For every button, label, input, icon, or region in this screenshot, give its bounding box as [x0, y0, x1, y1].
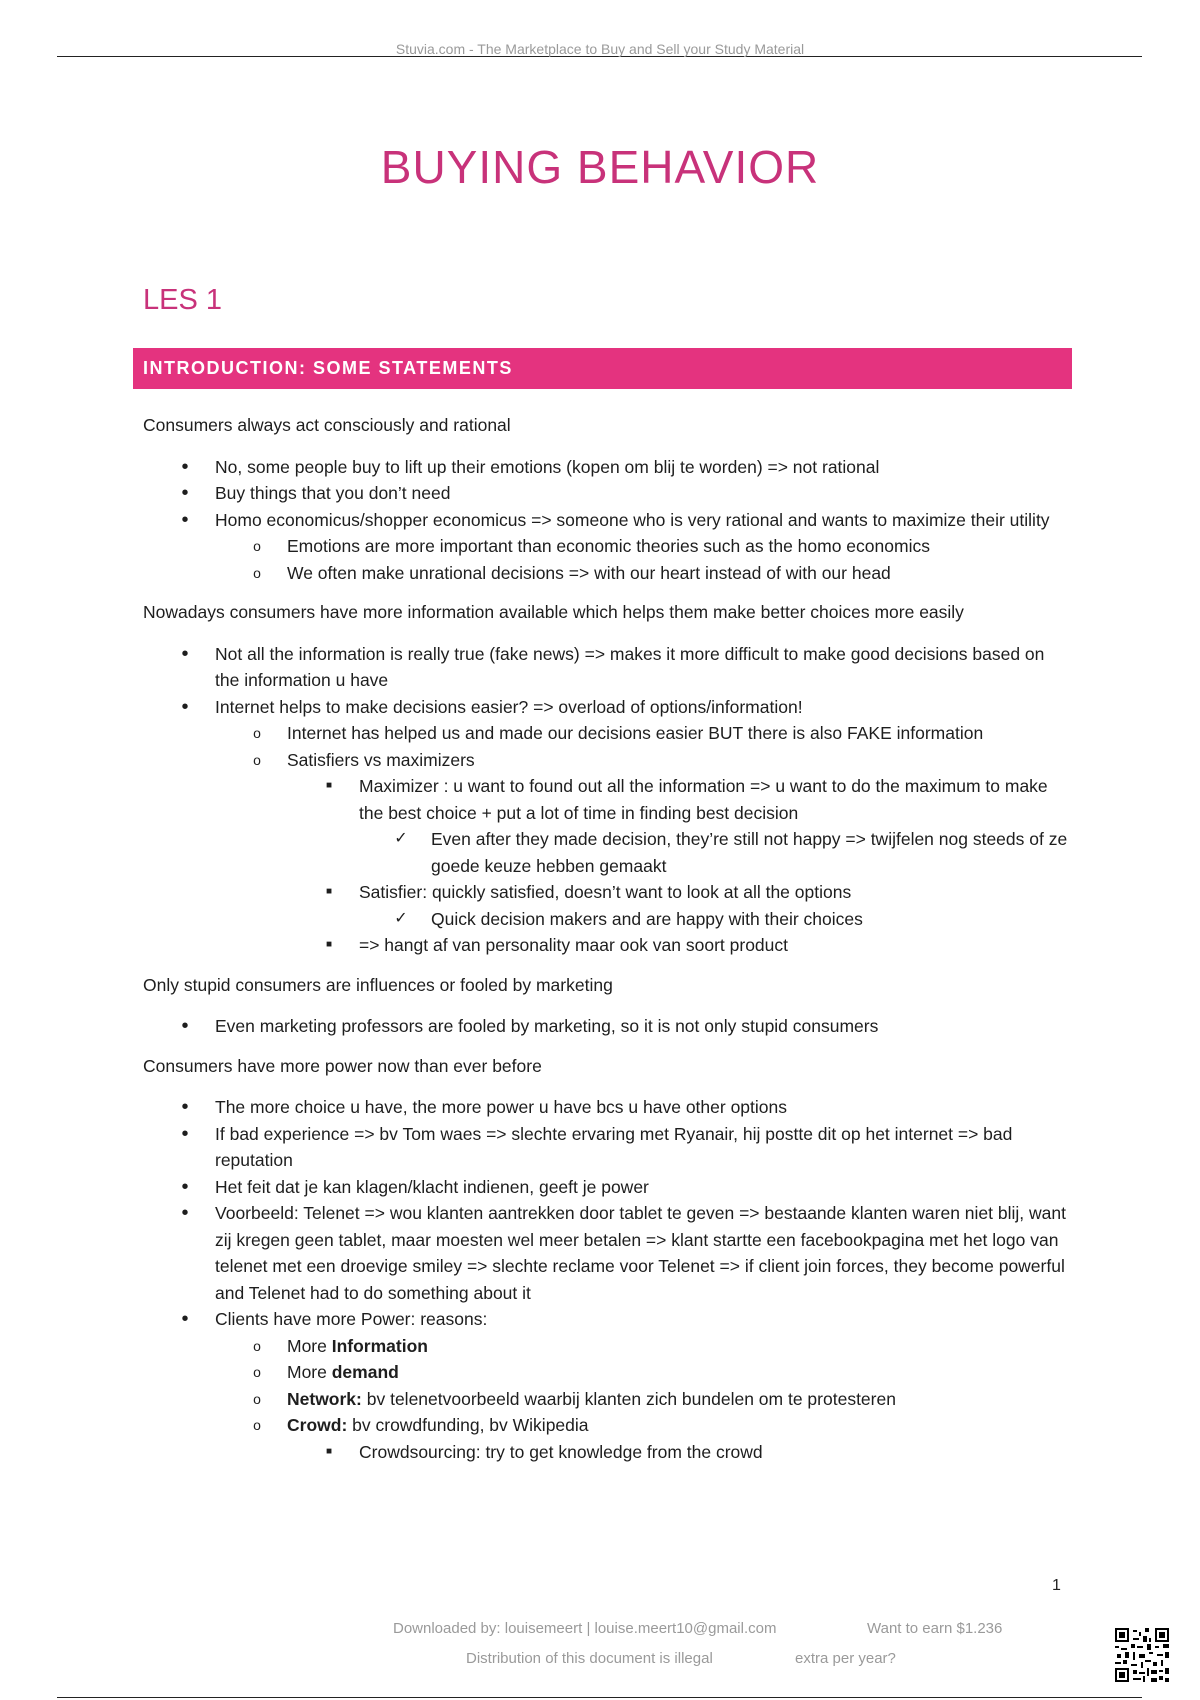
list-item: o Crowd: bv crowdfunding, bv Wikipedia	[253, 1415, 589, 1435]
list-item: • Homo economicus/shopper economicus => someone who is very rational and wants to maximize their utility	[181, 508, 1050, 531]
bullet-list	[143, 454, 1073, 587]
list-item: • Not all the information is really true (fake news) => makes it more difficult to make good decisions based on the information u have	[181, 642, 1045, 690]
list-item: • If bad experience => bv Tom waes => slechte ervaring met Ryanair, hij postte dit op het internet => bad reputation	[181, 1122, 1013, 1170]
list-item: o We often make unrational decisions => with our heart instead of with our head	[253, 562, 891, 583]
list-item: o More Information	[253, 1335, 428, 1356]
section-banner	[133, 348, 1072, 389]
list-item: • No, some people buy to lift up their emotions (kopen om blij te worden) => not rational	[181, 455, 880, 478]
list-item: • Internet helps to make decisions easier? => overload of options/information!	[181, 695, 803, 718]
list-item: • Voorbeeld: Telenet => wou klanten aantrekken door tablet te geven => bestaande klanten waren niet blij, want zij kregen geen tablet, maar moesten wel meer betalen => klant startte een facebookpagina met het logo van telenet met een droevige smiley => slechte reclame voor Telenet => if client join forces, they become powerful and Telenet had to do something about it	[181, 1202, 1066, 1303]
list-item: • Even marketing professors are fooled by marketing, so it is not only stupid consumers	[181, 1015, 879, 1037]
bullet-list	[143, 1094, 1073, 1465]
list-item: • Het feit dat je kan klagen/klacht indienen, geeft je power	[181, 1175, 649, 1198]
statement: Only stupid consumers are influences or fooled by marketing	[143, 974, 613, 995]
footer-illegal: Distribution of this document is illegal	[466, 1650, 713, 1667]
list-item: o Network: bv telenetvoorbeeld waarbij klanten zich bundelen om te protesteren	[253, 1388, 896, 1409]
lesson-heading: LES 1	[143, 284, 222, 316]
list-item: o Internet has helped us and made our decisions easier BUT there is also FAKE information	[253, 723, 984, 743]
footer-earn[interactable]: Want to earn $1.236	[867, 1620, 1003, 1637]
list-item: • Clients have more Power: reasons:	[181, 1308, 488, 1330]
list-item: ■ Crowdsourcing: try to get knowledge from the crowd	[325, 1441, 763, 1462]
statement: Nowadays consumers have more information available which helps them make better choices more easily	[143, 602, 964, 622]
statement: Consumers have more power now than ever before	[143, 1055, 542, 1076]
list-item: • The more choice u have, the more power u have bcs u have other options	[181, 1096, 787, 1118]
list-item: ✓ Quick decision makers and are happy with their choices	[394, 908, 863, 929]
page-number: 1	[1052, 1577, 1061, 1594]
footer-rule	[57, 1697, 1142, 1698]
document-body	[143, 412, 1073, 1478]
list-item: • Buy things that you don’t need	[181, 482, 451, 504]
bullet-list	[143, 641, 1073, 959]
footer-per-year[interactable]: extra per year?	[795, 1650, 896, 1667]
footer-downloaded: Downloaded by: louisemeert | louise.meert10@gmail.com	[393, 1620, 777, 1637]
header-source: Stuvia.com - The Marketplace to Buy and Sell your Study Material	[395, 41, 805, 57]
list-item: ■ => hangt af van personality maar ook van soort product	[325, 935, 789, 955]
list-item: o Satisfiers vs maximizers	[253, 749, 475, 770]
list-item: o More demand	[253, 1362, 399, 1382]
list-item: ■ Satisfier: quickly satisfied, doesn’t want to look at all the options	[325, 882, 852, 902]
bullet-list	[143, 1013, 1073, 1040]
statement: Consumers always act consciously and rational	[143, 415, 511, 435]
section-heading: INTRODUCTION: SOME STATEMENTS	[143, 358, 513, 378]
document-title: BUYING BEHAVIOR	[380, 141, 820, 193]
list-item: ✓ Even after they made decision, they’re still not happy => twijfelen nog steeds of ze goede keuze hebben gemaakt	[394, 829, 1068, 876]
list-item: ■ Maximizer : u want to found out all the information => u want to do the maximum to make the best choice + put a lot of time in finding best decision	[325, 776, 1048, 823]
qr-code-icon[interactable]	[1115, 1628, 1169, 1682]
list-item: o Emotions are more important than economic theories such as the homo economics	[253, 536, 930, 556]
